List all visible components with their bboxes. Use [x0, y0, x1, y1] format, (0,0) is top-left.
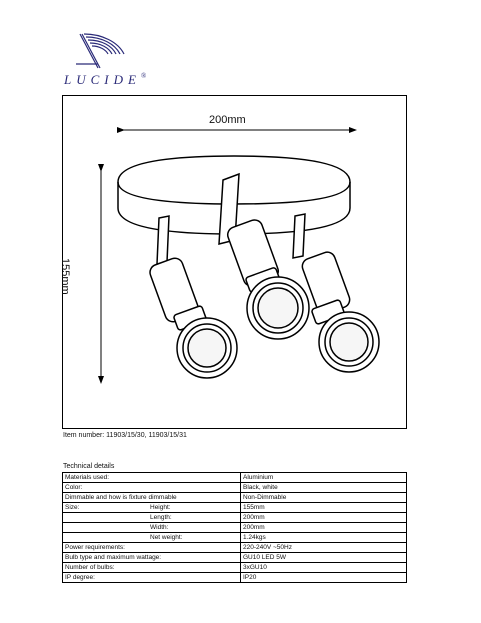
brand-wordmark: LUCIDE® — [64, 72, 147, 87]
row-value: 220-240V ~50Hz — [241, 543, 407, 553]
item-number: Item number: 11903/15/30, 11903/15/31 — [63, 432, 187, 439]
table-row — [63, 513, 407, 523]
row-value: Non-Dimmable — [241, 493, 407, 503]
spot-arm-right — [293, 214, 305, 258]
technical-details-table — [62, 472, 407, 583]
row-label: Materials used: — [65, 474, 110, 481]
row-label: Color: — [65, 484, 83, 491]
row-value: Aluminium — [241, 473, 407, 483]
table-row — [63, 493, 407, 503]
row-value: 3xGU10 — [241, 563, 407, 573]
table-row — [63, 483, 407, 493]
row-value: IP20 — [241, 573, 407, 583]
fixture-drawing — [63, 96, 408, 430]
table-row — [63, 533, 407, 543]
row-sublabel: Width: — [150, 524, 169, 531]
table-row — [63, 563, 407, 573]
table-row — [63, 573, 407, 583]
logo-mark — [76, 34, 124, 68]
spot-arm-left — [157, 216, 169, 264]
table-row — [63, 543, 407, 553]
row-label: Bulb type and maximum wattage: — [65, 554, 162, 561]
row-value: 1.24kgs — [241, 533, 407, 543]
row-sublabel: Height: — [150, 504, 171, 511]
height-dimension-label: 155mm — [59, 258, 71, 295]
row-label: IP degree: — [65, 574, 95, 581]
row-label: Power requirements: — [65, 544, 125, 551]
width-dimension-label: 200mm — [209, 114, 246, 126]
row-value: GU10 LED 5W — [241, 553, 407, 563]
table-row — [63, 553, 407, 563]
technical-details-title: Technical details — [63, 463, 115, 470]
table-row — [63, 473, 407, 483]
row-value: Black, white — [241, 483, 407, 493]
row-label: Size: — [65, 504, 80, 511]
row-sublabel: Length: — [150, 514, 172, 521]
technical-drawing — [59, 95, 407, 429]
row-value: 200mm — [241, 513, 407, 523]
table-row — [63, 503, 407, 513]
row-value: 200mm — [241, 523, 407, 533]
row-sublabel: Net weight: — [150, 534, 183, 541]
table-row — [63, 523, 407, 533]
row-label: Number of bulbs: — [65, 564, 115, 571]
row-value: 155mm — [241, 503, 407, 513]
row-label: Dimmable and how is fixture dimmable — [65, 494, 177, 501]
